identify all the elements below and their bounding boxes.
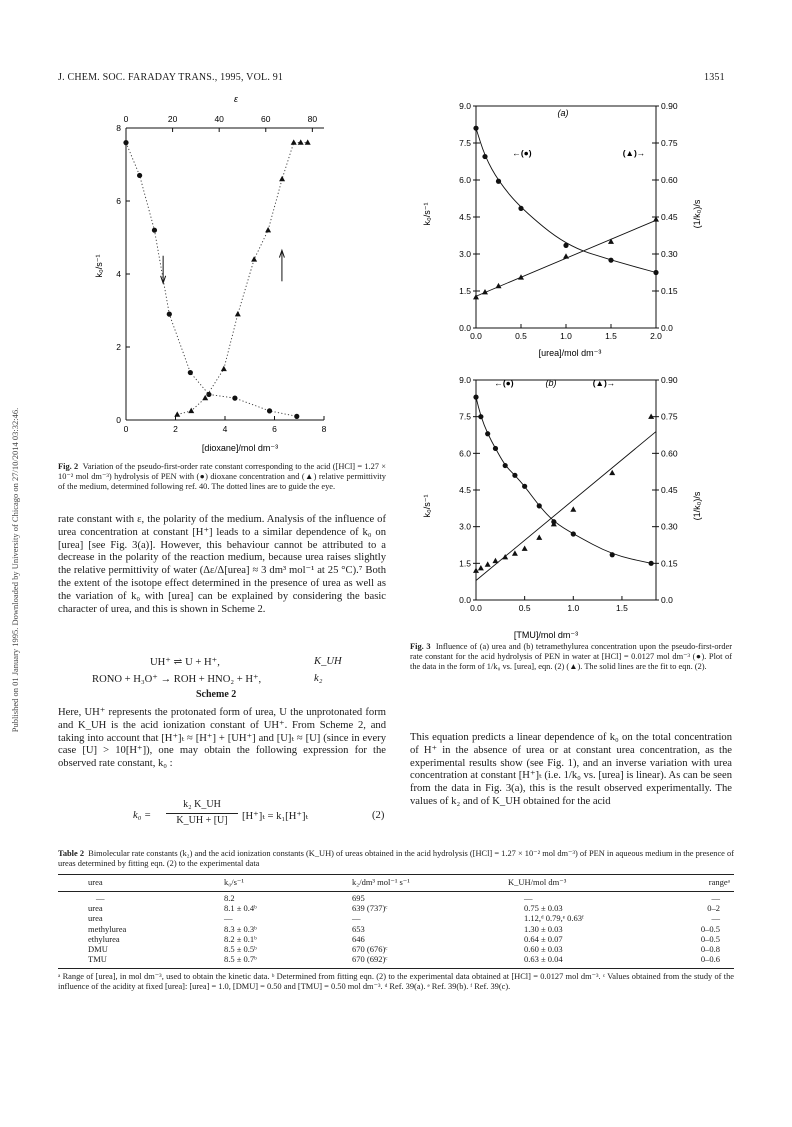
fit-curve <box>476 397 651 563</box>
fig3b-chart <box>408 366 712 644</box>
top-tick-label: 0 <box>123 114 129 124</box>
fig3b-panel-label: (b) <box>545 378 557 388</box>
fig3b-legend-left: ←(●) <box>494 378 514 388</box>
y2-tick-label: 0.45 <box>661 212 678 222</box>
x-tick-label: 4 <box>222 424 228 434</box>
y-tick-label: 9.0 <box>459 101 471 111</box>
table-cell: 0.64 ± 0.07 <box>524 933 563 944</box>
data-point-triangle <box>536 534 542 539</box>
y2-tick-label: 0.0 <box>661 595 673 605</box>
data-point-circle <box>123 140 128 145</box>
table-header-cell: K_UH/mol dm⁻³ <box>508 877 567 887</box>
body-left-paragraph-1: rate constant with ε, the polarity of the medium. Analysis of the influence of urea concentration at constant [H⁺] leads to a similar dependence of k₀ on [urea] [see Fig. 3(a)]. However, this behaviour cannot be attributed to a decrease in the polarity of the reaction medium, because urea raises slightly the relative permittivity of water (Δε/Δ[urea] ≈ 3 dm³ mol⁻¹ at 25 °C).⁷ Both the extent of the isotope effect determined in the presence of urea as well as the variation of k₀ with [urea] can be explained by considering the basic character of urea, and this is shown in Scheme 2. <box>58 514 386 615</box>
data-point-circle <box>473 126 478 131</box>
table-row <box>58 954 734 964</box>
data-point-circle <box>188 370 193 375</box>
table-cell: 0.75 ± 0.03 <box>524 903 563 914</box>
table2-title: Table 2 Bimolecular rate constants (k₂) and the acid ionization constants (K_UH) of ureas obtained in the acid hydrolysis ([HCl] = 1.27 × 10⁻² mol dm⁻³) of PEN in aqueous medium in the presence of ureas determined by fitting eqn. (2) to the experimental data <box>58 849 734 868</box>
table-header-cell: k₂/dm³ mol⁻¹ s⁻¹ <box>352 877 410 887</box>
plot-frame <box>476 380 656 600</box>
data-point-triangle <box>608 238 614 243</box>
table-cell: methylurea <box>88 923 127 934</box>
data-point-triangle <box>563 253 569 258</box>
equation-lhs: k₀ = <box>133 810 152 821</box>
y-tick-label: 0.0 <box>459 323 471 333</box>
y2-tick-label: 0.90 <box>661 101 678 111</box>
table-cell: — <box>524 893 533 903</box>
scheme-label: Scheme 2 <box>196 689 237 700</box>
table-cell: — <box>711 913 720 924</box>
y-tick-label: 9.0 <box>459 375 471 385</box>
data-point-triangle <box>265 227 271 232</box>
x-tick-label: 2.0 <box>650 331 662 341</box>
scheme-line-2: RONO + H₃O⁺ → ROH + HNO₂ + H⁺, <box>92 674 262 685</box>
y2-tick-label: 0.15 <box>661 558 678 569</box>
x-tick-label: 0.0 <box>470 331 482 341</box>
y2-tick-label: 0.45 <box>661 485 678 495</box>
scheme-constant-2: k₂ <box>314 673 323 684</box>
scheme-line-1: UH⁺ ⇌ U + H⁺, <box>150 657 220 668</box>
table-cell: ethylurea <box>88 933 120 944</box>
y-tick-label: 3.0 <box>459 249 471 259</box>
data-point-triangle <box>305 139 311 144</box>
table-header-cell: k₀/s⁻¹ <box>224 877 244 887</box>
y-tick-label: 8 <box>116 123 121 133</box>
x-tick-label: 1.5 <box>605 331 617 341</box>
y2-tick-label: 0.60 <box>661 175 678 185</box>
table-cell: 0.60 ± 0.03 <box>524 944 563 955</box>
data-point-circle <box>518 206 523 211</box>
data-point-triangle <box>609 470 615 475</box>
table-header-cell: urea <box>88 877 103 887</box>
data-point-triangle <box>478 565 484 570</box>
data-point-triangle <box>291 139 297 144</box>
y2-tick-label: 0.15 <box>661 286 678 296</box>
table-row <box>58 903 734 913</box>
table-rule-bottom <box>58 968 734 969</box>
series-guide-line <box>177 143 307 415</box>
data-point-triangle <box>485 561 491 566</box>
y2-tick-label: 0.90 <box>661 375 678 385</box>
y-tick-label: 6.0 <box>459 175 471 185</box>
fig3a-ylabel: k₀/s⁻¹ <box>422 202 432 226</box>
fig2-caption: Fig. 2 Variation of the pseudo-first-order rate constant corresponding to the acid ([HCl] = 1.27 × 10⁻² mol dm⁻³) hydrolysis of PEN with (●) dioxane concentration and (▲) relative permittivity of the medium, determined following ref. 40. The dotted lines are to guide the eye. <box>58 462 386 491</box>
table-row <box>58 913 734 923</box>
table-cell: 8.1 ± 0.4ᵇ <box>224 903 257 914</box>
y2-tick-label: 0.30 <box>661 249 678 259</box>
y2-tick-label: 0.75 <box>661 138 678 148</box>
table-rule-mid <box>58 891 734 892</box>
y-tick-label: 4.5 <box>459 212 471 222</box>
table-cell: 8.3 ± 0.3ᵇ <box>224 923 257 934</box>
fig2-ylabel: k₀/s⁻¹ <box>94 254 104 278</box>
data-point-circle <box>503 463 508 468</box>
table-cell: 0–0.5 <box>700 933 720 944</box>
top-tick-label: 80 <box>307 114 318 124</box>
fig3a-panel-label: (a) <box>557 108 569 118</box>
data-point-circle <box>608 258 613 263</box>
fig3b-ylabel: k₀/s⁻¹ <box>422 494 432 518</box>
table-cell: 8.5 ± 0.7ᵇ <box>224 954 257 965</box>
y-tick-label: 7.5 <box>459 138 471 148</box>
x-tick-label: 0.0 <box>470 603 482 613</box>
data-point-triangle <box>473 294 479 299</box>
data-point-circle <box>232 396 237 401</box>
fig3a-legend-right: (▲)→ <box>622 148 646 158</box>
equation-fraction-bar <box>166 813 238 814</box>
table-header-cell: rangeᵃ <box>708 877 730 887</box>
data-point-circle <box>294 414 299 419</box>
table-cell: 0.63 ± 0.04 <box>524 954 563 965</box>
table-cell: 1.12,ᵈ 0.79,ᵉ 0.63ᶠ <box>524 913 584 924</box>
data-point-circle <box>537 503 542 508</box>
fig2-top-axis-label: ε <box>234 96 238 104</box>
table-row <box>58 944 734 954</box>
data-point-circle <box>610 552 615 557</box>
y-tick-label: 1.5 <box>459 558 471 569</box>
fig3b-xlabel: [TMU]/mol dm⁻³ <box>513 630 579 640</box>
data-point-circle <box>482 154 487 159</box>
data-point-circle <box>478 414 483 419</box>
fig3-caption: Fig. 3 Influence of (a) urea and (b) tetramethylurea concentration upon the pseudo-first-order rate constant for the acid hydrolysis of PEN in water at [HCl] = 0.0127 mol dm⁻³ (●). Plot of the data in the form of 1/k₀ vs. [urea], eqn. (2) (▲). The solid lines are the fit to eqn. (2). <box>410 642 733 671</box>
y-tick-label: 4.5 <box>459 485 471 495</box>
plot-frame <box>476 106 656 328</box>
data-point-circle <box>563 243 568 248</box>
table-cell: 670 (692)ᶜ <box>352 954 388 965</box>
table-cell: urea <box>88 903 103 914</box>
x-tick-label: 1.0 <box>560 331 572 341</box>
table-row <box>58 924 734 934</box>
data-point-triangle <box>221 366 227 371</box>
table-cell: — <box>711 893 720 903</box>
running-header: J. CHEM. SOC. FARADAY TRANS., 1995, VOL. 91 <box>58 72 284 83</box>
table2 <box>58 877 734 887</box>
table-cell: urea <box>88 913 103 924</box>
table-cell: — <box>96 893 105 903</box>
fig3a-chart <box>408 94 712 366</box>
y-tick-label: 0 <box>116 415 121 425</box>
top-tick-label: 60 <box>261 114 271 124</box>
data-point-circle <box>522 484 527 489</box>
x-tick-label: 0.5 <box>518 603 531 613</box>
data-point-circle <box>167 312 172 317</box>
data-point-triangle <box>492 558 498 563</box>
y-tick-label: 6 <box>116 196 121 206</box>
y2-tick-label: 0.75 <box>661 411 678 422</box>
data-point-circle <box>571 531 576 536</box>
data-point-circle <box>496 179 501 184</box>
fig3b-ylabel-right: (1/k₀)/s <box>692 491 702 521</box>
x-tick-label: 1.0 <box>567 603 580 613</box>
top-tick-label: 20 <box>167 114 178 124</box>
table-cell: 695 <box>352 893 365 903</box>
fig2-chart <box>88 96 360 460</box>
table-cell: 639 (737)ᶜ <box>352 903 388 914</box>
y-tick-label: 7.5 <box>459 411 471 422</box>
data-point-circle <box>137 173 142 178</box>
table-cell: 646 <box>352 933 365 944</box>
data-point-circle <box>512 473 517 478</box>
x-tick-label: 6 <box>272 424 277 434</box>
table-cell: — <box>352 913 361 924</box>
x-tick-label: 2 <box>173 424 178 434</box>
table-cell: 670 (676)ᶜ <box>352 944 388 955</box>
data-point-circle <box>152 228 157 233</box>
data-point-triangle <box>298 139 304 144</box>
data-point-triangle <box>251 256 257 261</box>
equation-numerator: k₂ K_UH <box>183 799 221 810</box>
equation-number: (2) <box>372 810 385 821</box>
fig3a-legend-left: ←(●) <box>512 148 532 158</box>
equation-rhs: [H⁺]ₜ = k₁[H⁺]ₜ <box>242 811 309 822</box>
table-cell: 0–0.6 <box>700 954 720 965</box>
data-point-circle <box>649 561 654 566</box>
y-tick-label: 4 <box>116 269 121 279</box>
data-point-triangle <box>174 411 180 416</box>
fig3a-ylabel-right: (1/k₀)/s <box>692 199 702 229</box>
y2-tick-label: 0.0 <box>661 323 673 333</box>
table-rule-top <box>58 874 734 875</box>
y2-tick-label: 0.30 <box>661 521 678 532</box>
fig3b-legend-right: (▲)→ <box>592 378 616 388</box>
data-point-triangle <box>235 311 241 316</box>
table-row <box>58 934 734 944</box>
fig3a-xlabel: [urea]/mol dm⁻³ <box>538 348 602 358</box>
table-cell: 0–0.8 <box>700 944 720 955</box>
table-cell: 8.5 ± 0.5ᵇ <box>224 944 257 955</box>
data-point-circle <box>473 395 478 400</box>
data-point-triangle <box>518 274 524 279</box>
download-notice: Published on 01 January 1995. Downloaded by University of Chicago on 27/10/2014 03:32:46. <box>10 407 20 733</box>
data-point-triangle <box>279 176 285 181</box>
table-header-row <box>58 877 734 887</box>
series-guide-line <box>126 143 297 417</box>
data-point-circle <box>485 431 490 436</box>
data-point-circle <box>493 446 498 451</box>
data-point-circle <box>267 408 272 413</box>
table-cell: 1.30 ± 0.03 <box>524 923 563 934</box>
fig2-xlabel: [dioxane]/mol dm⁻³ <box>201 443 279 453</box>
equation-denominator: K_UH + [U] <box>176 815 228 826</box>
body-left-paragraph-2: Here, UH⁺ represents the protonated form of urea, U the unprotonated form and K_UH is the acid ionization constant of UH⁺. From Scheme 2, and taking into account that [H⁺]ₜ ≈ [H⁺] + [UH⁺] and [U]ₜ ≈ [U] (since in every case [U] > 10[H⁺]), one may obtain the following expression for the observed rate constant, k₀ : <box>58 707 386 770</box>
data-point-triangle <box>522 545 528 550</box>
x-tick-label: 0 <box>123 424 129 434</box>
table-cell: 8.2 <box>224 893 235 903</box>
table-cell: 653 <box>352 923 365 934</box>
table-cell: DMU <box>88 944 108 955</box>
table-cell: 0–0.5 <box>700 923 720 934</box>
table-cell: — <box>224 913 233 924</box>
table-row <box>58 893 734 903</box>
data-point-triangle <box>570 506 576 511</box>
body-right-paragraph-1: This equation predicts a linear dependence of k₀ on the total concentration of H⁺ in the absence of urea or at constant urea concentration, as the experimental results show (see Fig. 1), and an inverse variation with urea concentration at constant [H⁺]ₜ (i.e. 1/k₀ vs. [urea] is linear). As can be seen from the data in Fig. 3(a), this is the result observed experimentally. The values of k₂ and of K_UH obtained for the acid <box>410 732 732 807</box>
data-point-circle <box>653 270 658 275</box>
x-tick-label: 1.5 <box>616 603 628 613</box>
table-cell: 0–2 <box>707 903 720 914</box>
table-cell: 8.2 ± 0.1ᵇ <box>224 933 257 944</box>
y-tick-label: 0.0 <box>459 595 471 605</box>
page-number: 1351 <box>704 72 725 83</box>
y-tick-label: 6.0 <box>459 448 471 459</box>
y2-tick-label: 0.60 <box>661 448 678 459</box>
data-point-triangle <box>512 550 518 555</box>
top-tick-label: 40 <box>214 114 224 124</box>
table-cell: TMU <box>88 954 107 965</box>
table2-footnote: ᵃ Range of [urea], in mol dm⁻³, used to obtain the kinetic data. ᵇ Determined from fitting eqn. (2) to the experimental data obtained at [HCl] = 0.0127 mol dm⁻³. ᶜ Values obtained from the study of the influence of the acidity at fixed [urea]: [urea] = 1.0, [DMU] = 0.50 and [TMU] = 0.50 mol dm⁻³. ᵈ Ref. 39(a). ᵉ Ref. 39(b). ᶠ Ref. 39(c). <box>58 972 734 991</box>
y-tick-label: 2 <box>116 342 121 352</box>
scheme-constant-1: K_UH <box>314 656 342 667</box>
y-tick-label: 1.5 <box>459 286 471 296</box>
y-tick-label: 3.0 <box>459 521 471 532</box>
x-tick-label: 0.5 <box>515 331 527 341</box>
table2-body <box>58 893 734 964</box>
x-tick-label: 8 <box>321 424 327 434</box>
